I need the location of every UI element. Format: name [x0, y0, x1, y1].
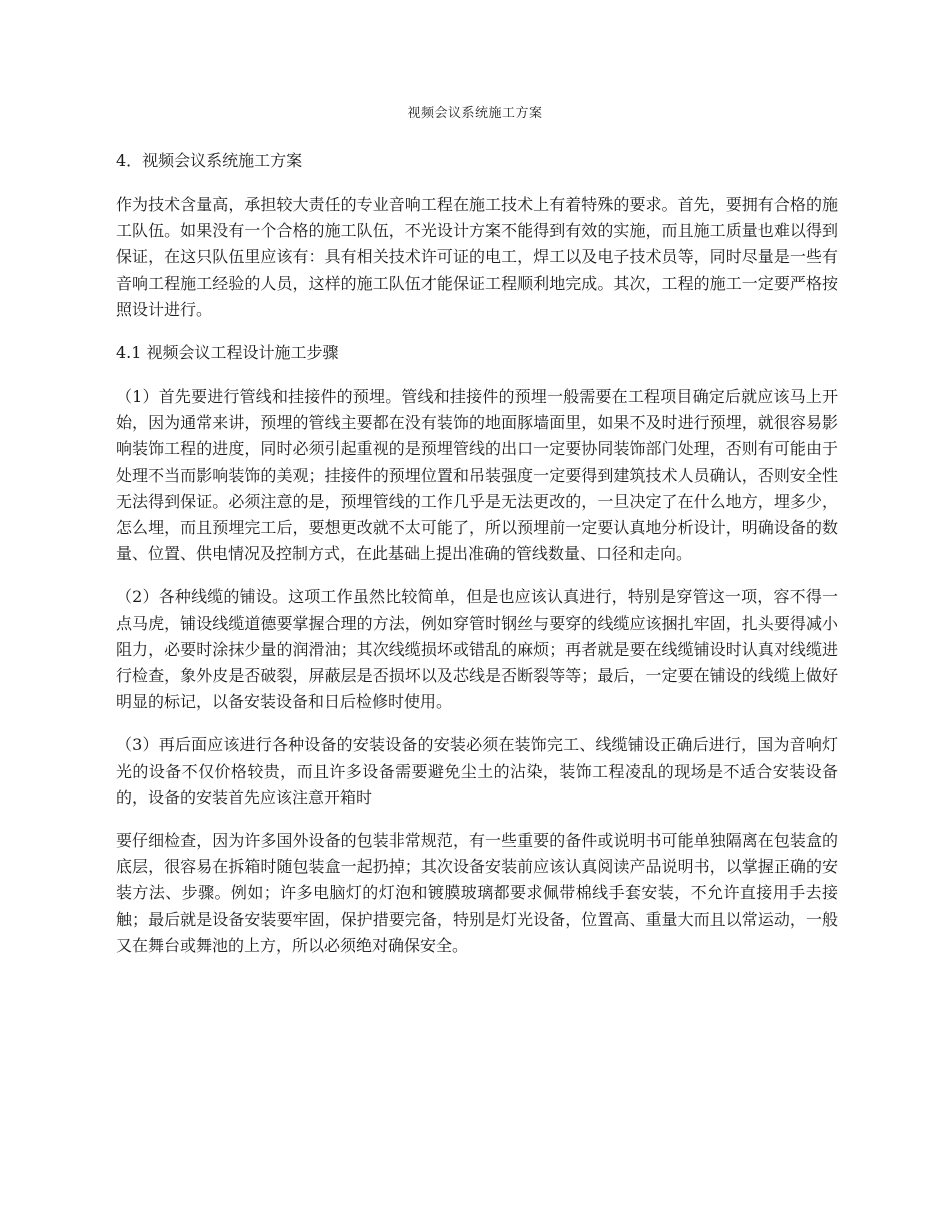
document-body [116, 148, 838, 976]
section-heading: 4.1 视频会议工程设计施工步骤 [116, 343, 339, 363]
section-heading: 4．视频会议系统施工方案 [116, 151, 303, 170]
paragraph: （1）首先要进行管线和挂接件的预埋。管线和挂接件的预埋一般需要在工程项目确定后就应该马上开始，因为通常来讲，预埋的管线主要都在没有装饰的地面豚墙面里，如果不及时进行预埋，就很容易影响装饰工程的进度，同时必须引起重视的是预埋管线的出口一定要协同装饰部门处理，否则有可能由于处理不当而影响装饰的美观；挂接件的预埋位置和吊装强度一定要得到建筑技术人员确认，否则安全性无法得到保证。必须注意的是，预埋管线的工作几乎是无法更改的，一旦决定了在什么地方，埋多少，怎么埋，而且预埋完工后，要想更改就不太可能了，所以预埋前一定要认真地分析设计，明确设备的数量、位置、供电情况及控制方式，在此基础上提出准确的管线数量、口径和走向。 [116, 387, 838, 564]
paragraph: （3）再后面应该进行各种设备的安装设备的安装必须在装饰完工、线缆铺设正确后进行，国为音响灯光的设备不仅价格较贵，而且许多设备需要避免尘土的沾染，装饰工程凌乱的现场是不适合安装设备的，设备的安装首先应该注意开箱时 [116, 735, 838, 807]
paragraph: 作为技术含量高，承担较大责任的专业音响工程在施工技术上有着特殊的要求。首先，要拥有合格的施工队伍。如果没有一个合格的施工队伍，不光设计方案不能得到有效的实施，而且施工质量也难以得到保证，在这只队伍里应该有：具有相关技术许可证的电工，焊工以及电子技术员等，同时尽量是一些有音响工程施工经验的人员，这样的施工队伍才能保证工程顺利地完成。其次，工程的施工一定要严格按照设计进行。 [116, 195, 838, 319]
paragraph: （2）各种线缆的铺设。这项工作虽然比较简单，但是也应该认真进行，特别是穿管这一项，容不得一点马虎，铺设线缆道德要掌握合理的方法，例如穿管时钢丝与要穿的线缆应该捆扎牢固，扎头要得减小阻力，必要时涂抹少量的润滑油；其次线缆损坏或错乱的麻烦；再者就是要在线缆铺设时认真对线缆进行检查，象外皮是否破裂，屏蔽层是否损坏以及芯线是否断裂等等；最后，一定要在铺设的线缆上做好明显的标记，以备安装设备和日后检修时使用。 [116, 587, 838, 712]
paragraph: 要仔细检查，因为许多国外设备的包装非常规范，有一些重要的备件或说明书可能单独隔离在包装盒的底层，很容易在拆箱时随包装盒一起扔掉；其次设备安装前应该认真阅读产品说明书，以掌握正确的安装方法、步骤。例如；许多电脑灯的灯泡和镀膜玻璃都要求佩带棉线手套安装，不允许直接用手去接触；最后就是设备安装要牢固，保护措要完备，特别是灯光设备，位置高、重量大而且以常运动，一般又在舞台或舞池的上方，所以必须绝对确保安全。 [116, 831, 838, 955]
document-title: 视频会议系统施工方案 [407, 106, 543, 121]
